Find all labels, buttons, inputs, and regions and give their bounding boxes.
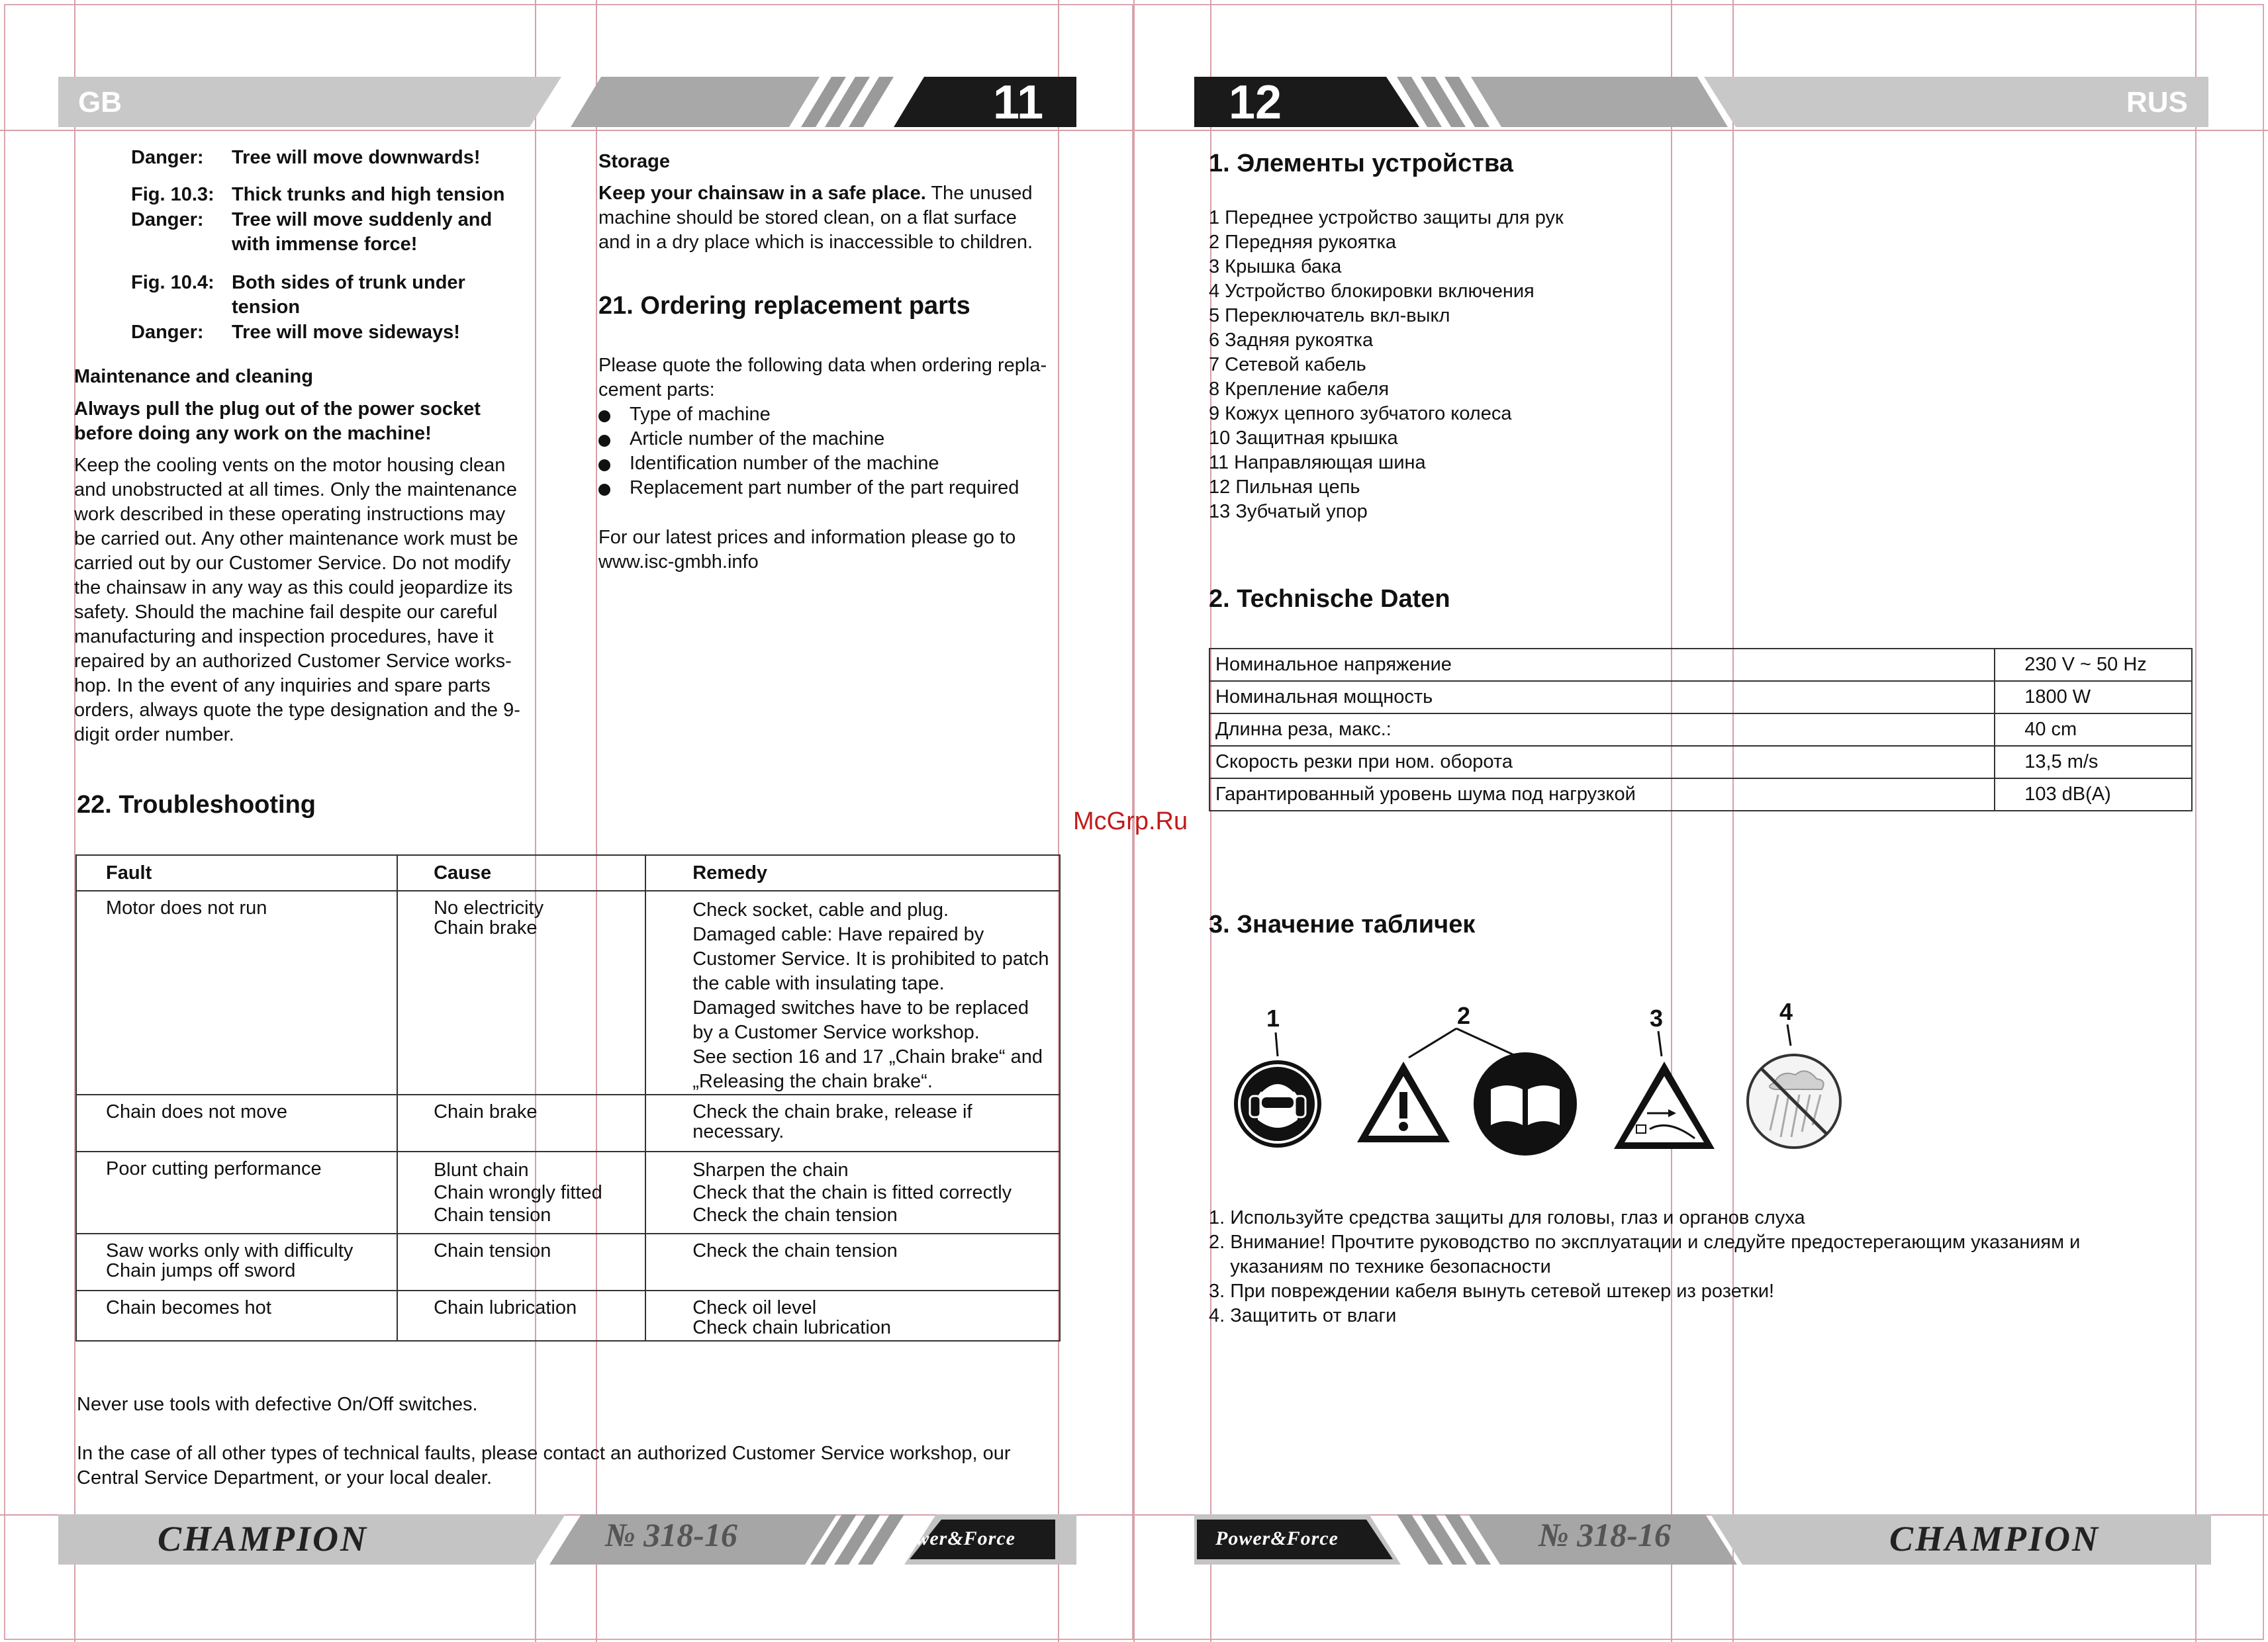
danger-label: Danger:: [131, 209, 204, 230]
right-page-number: 12: [1229, 77, 1282, 127]
danger-label: Danger:: [131, 322, 204, 343]
column-header-remedy: Remedy: [645, 855, 1060, 891]
table-header-row: [76, 855, 1060, 891]
manual-number: № 318-16: [1538, 1516, 1671, 1553]
storage-bold: Keep your chainsaw in a safe place.: [598, 183, 926, 204]
fault-cell: Chain does not move: [76, 1095, 397, 1152]
ordering-intro: Please quote the following data when ordering repla- cement parts:: [598, 355, 1047, 400]
remedy-cell: Sharpen the chain Check that the chain is fitted correctly Check the chain tension: [645, 1152, 1060, 1234]
sign-note: указаниям по технике безопасности: [1209, 1256, 1551, 1277]
sign-note: 2. Внимание! Прочтите руководство по эксплуатации и следуйте предостерегающим указаниям и: [1209, 1232, 2081, 1253]
storage-first-line: [598, 181, 1033, 206]
guide-line: [535, 0, 536, 1642]
danger-text: Tree will move downwards!: [232, 147, 481, 168]
remedy-cell: Check socket, cable and plug. Damaged cable: Have repaired by Customer Service. It is prohibited to patch the cable with insulating tape. Damaged switches have to be replaced by a Customer Service workshop. See section 16 and 17 „Chain brake“ and „Releasing the chain brake“.: [645, 891, 1060, 1095]
column-header-cause: Cause: [397, 855, 645, 891]
list-item: 8 Крепление кабеля: [1209, 379, 1390, 400]
ordering-item: Identification number of the machine: [630, 453, 939, 474]
list-item: 7 Сетевой кабель: [1209, 354, 1366, 375]
troubleshooting-heading: 22. Troubleshooting: [77, 791, 316, 819]
table-row: [76, 1234, 1060, 1291]
storage-heading: Storage: [598, 151, 670, 172]
fault-cell: Saw works only with difficulty Chain jumps off sword: [76, 1234, 397, 1291]
guide-line-horizontal: [0, 130, 2268, 131]
unplug-cable-warning-icon: [1614, 1062, 1715, 1149]
warning-signs: [1231, 1019, 1867, 1165]
ordering-footer: For our latest prices and information please go to www.isc-gmbh.info: [598, 527, 1016, 572]
fault-cell: Motor does not run: [76, 891, 397, 1095]
danger-text: Both sides of trunk under: [232, 272, 465, 293]
spec-value: 1800 W: [1995, 681, 2192, 713]
spec-value: 103 dB(A): [1995, 778, 2192, 811]
table-row: [1209, 713, 2192, 746]
read-manual-book-icon: [1474, 1052, 1577, 1156]
fault-cell: Poor cutting performance: [76, 1152, 397, 1234]
table-row: [1209, 681, 2192, 713]
ordering-item: Replacement part number of the part required: [630, 477, 1019, 498]
champion-logo: CHAMPION: [158, 1519, 369, 1559]
sign-note: 1. Используйте средства защиты для головы, глаз и органов слуха: [1209, 1207, 1805, 1228]
sign-note: 3. При повреждении кабеля вынуть сетевой штекер из розетки!: [1209, 1281, 1775, 1302]
list-item: 4 Устройство блокировки включения: [1209, 281, 1535, 302]
right-language-label: RUS: [2126, 86, 2188, 118]
cause-cell: Chain lubrication: [397, 1291, 645, 1341]
champion-logo: CHAMPION: [1889, 1519, 2101, 1559]
power-force-logo: Power&Force: [1215, 1528, 1339, 1549]
spec-name: Гарантированный уровень шума под нагрузкой: [1209, 778, 1995, 811]
list-item: 6 Задняя рукоятка: [1209, 330, 1374, 351]
left-footer-band: [58, 1514, 1076, 1565]
ordering-heading: 21. Ordering replacement parts: [598, 292, 970, 320]
danger-label: Fig. 10.3:: [131, 184, 214, 205]
guide-line: [596, 0, 597, 1642]
spec-value: 13,5 m/s: [1995, 746, 2192, 778]
danger-text: tension: [232, 296, 301, 318]
manual-number: № 318-16: [605, 1516, 737, 1553]
storage-body: machine should be stored clean, on a flat surface and in a dry place which is inaccessible to children.: [598, 207, 1033, 253]
storage-first-rest: The unused: [925, 183, 1033, 204]
remedy-cell: Check the chain brake, release if necessary.: [645, 1095, 1060, 1152]
left-language-label: GB: [78, 86, 122, 118]
spec-table: [1209, 648, 2193, 811]
left-header-graphic: [58, 77, 1076, 127]
spec-value: 40 cm: [1995, 713, 2192, 746]
danger-label: Fig. 10.4:: [131, 272, 214, 293]
spec-name: Номинальное напряжение: [1209, 649, 1995, 681]
table-row: [1209, 746, 2192, 778]
cause-cell: Chain tension: [397, 1234, 645, 1291]
column-header-fault: Fault: [76, 855, 397, 891]
sign-note: 4. Защитить от влаги: [1209, 1305, 1397, 1326]
maintenance-heading: Maintenance and cleaning: [74, 366, 313, 387]
guide-line: [2195, 0, 2197, 1642]
ordering-item: Type of machine: [630, 404, 771, 425]
remedy-cell: Check the chain tension: [645, 1234, 1060, 1291]
signs-heading: 3. Значение табличек: [1209, 911, 1476, 938]
no-rain-icon: [1748, 1055, 1840, 1148]
note-service: In the case of all other types of technical faults, please contact an authorized Customer Service workshop, our Central Service Department, or your local dealer.: [77, 1443, 1011, 1488]
guide-line: [1058, 0, 1059, 1642]
note-switches: Never use tools with defective On/Off switches.: [77, 1394, 478, 1415]
danger-text: Tree will move suddenly and: [232, 209, 493, 230]
danger-text: with immense force!: [232, 234, 418, 255]
left-header-band: [58, 77, 1076, 127]
spec-name: Длинна реза, макс.:: [1209, 713, 1995, 746]
guide-line: [1732, 0, 1734, 1642]
left-page-number: 11: [993, 77, 1044, 127]
table-row: [1209, 778, 2192, 811]
list-item: 11 Направляющая шина: [1209, 452, 1426, 473]
ear-eye-head-protection-icon: [1234, 1060, 1321, 1148]
right-footer-band: [1194, 1514, 2211, 1565]
list-item: 9 Кожух цепного зубчатого колеса: [1209, 403, 1512, 424]
fault-cell: Chain becomes hot: [76, 1291, 397, 1341]
cause-cell: No electricity Chain brake: [397, 891, 645, 1095]
list-item: 13 Зубчатый упор: [1209, 501, 1368, 522]
spec-value: 230 V ~ 50 Hz: [1995, 649, 2192, 681]
sign-number: 1: [1266, 1005, 1280, 1032]
bullet-icon: [598, 459, 610, 471]
right-header-graphic: [1194, 77, 2208, 127]
elements-heading: 1. Элементы устройства: [1209, 150, 1513, 177]
technical-data-heading: 2. Technische Daten: [1209, 585, 1450, 613]
sign-number: 2: [1457, 1002, 1471, 1029]
table-row: [76, 1095, 1060, 1152]
sign-number: 4: [1779, 998, 1793, 1025]
remedy-cell: Check oil level Check chain lubrication: [645, 1291, 1060, 1341]
list-item: 3 Крышка бака: [1209, 256, 1342, 277]
danger-label: Danger:: [131, 147, 204, 168]
list-item: 10 Защитная крышка: [1209, 428, 1398, 449]
bullet-icon: [598, 484, 610, 496]
list-item: 12 Пильная цепь: [1209, 477, 1360, 498]
maintenance-warning: Always pull the plug out of the power socket before doing any work on the machine!: [74, 398, 481, 444]
list-item: 5 Переключатель вкл-выкл: [1209, 305, 1450, 326]
bullet-icon: [598, 435, 610, 447]
right-header-band: [1194, 77, 2208, 127]
ordering-item: Article number of the machine: [630, 428, 885, 449]
bullet-icon: [598, 410, 610, 422]
power-force-logo: Power&Force: [892, 1528, 1016, 1549]
guide-line: [1671, 0, 1672, 1642]
warning-triangle-icon: [1357, 1062, 1450, 1142]
maintenance-body: Keep the cooling vents on the motor housing clean and unobstructed at all times. Only the maintenance work described in these operating instructions may be carried out. Any other maintenance work must be carried out by our Customer Service. Do not modify the chainsaw in any way as this could jeopardize its safety. Should the machine fail despite our careful manufacturing and inspection procedures, have it repaired by an authorized Customer Service works- hop. In the event of any inquiries and spare parts orders, always quote the type designation and the 9- digit order number.: [74, 455, 520, 745]
table-row: [76, 1291, 1060, 1341]
spec-name: Номинальная мощность: [1209, 681, 1995, 713]
danger-text: Thick trunks and high tension: [232, 184, 505, 205]
table-row: [76, 891, 1060, 1095]
danger-text: Tree will move sideways!: [232, 322, 460, 343]
table-row: [1209, 649, 2192, 681]
cause-cell: Chain brake: [397, 1095, 645, 1152]
cause-cell: Blunt chain Chain wrongly fitted Chain tension: [397, 1152, 645, 1234]
guide-line: [74, 0, 75, 1642]
spec-name: Скорость резки при ном. оборота: [1209, 746, 1995, 778]
sign-number: 3: [1650, 1005, 1664, 1032]
watermark: McGrp.Ru: [1073, 807, 1188, 835]
list-item: 2 Передняя рукоятка: [1209, 232, 1397, 253]
troubleshooting-table: [75, 854, 1061, 1342]
table-row: [76, 1152, 1060, 1234]
list-item: 1 Переднее устройство защиты для рук: [1209, 207, 1564, 228]
